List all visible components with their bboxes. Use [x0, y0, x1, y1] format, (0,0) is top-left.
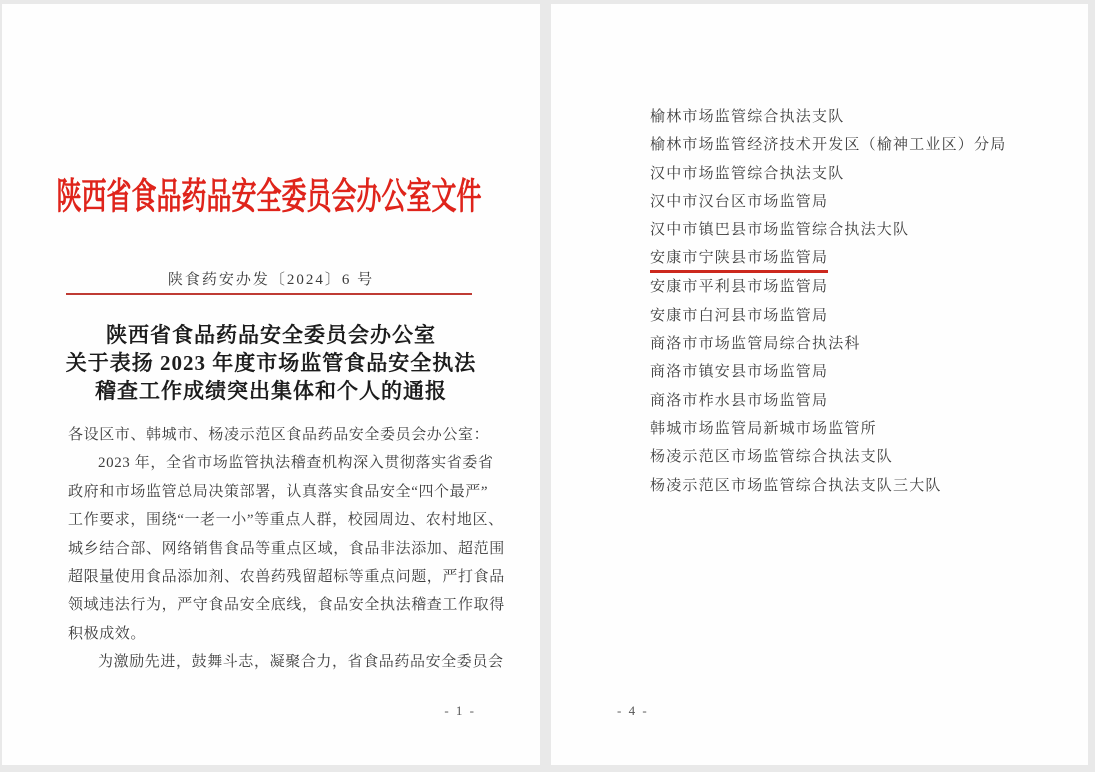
- list-item: [650, 216, 1058, 244]
- list-item: [650, 415, 1058, 443]
- list-item-highlighted: [650, 244, 1058, 273]
- list-item-label: 榆林市场监管经济技术开发区（榆神工业区）分局: [650, 137, 1007, 154]
- body-line: 超限量使用食品添加剂、农兽药残留超标等重点问题，严打食品: [68, 569, 505, 586]
- list-item-label: 安康市宁陕县市场监管局: [650, 248, 828, 273]
- body-line: 2023 年，全省市场监管执法稽查机构深入贯彻落实省委省: [98, 455, 494, 472]
- list-item-label: 榆林市场监管综合执法支队: [650, 109, 845, 125]
- list-item-label: 杨凌示范区市场监管综合执法支队三大队: [650, 477, 942, 494]
- body-line: 领域违法行为，严守食品安全底线，食品安全执法稽查工作取得: [68, 597, 505, 614]
- commended-units-list: [650, 103, 1058, 500]
- list-item-label: 安康市白河县市场监管局: [650, 307, 829, 324]
- list-item: [650, 443, 1058, 471]
- list-item-label: 杨凌示范区市场监管综合执法支队: [650, 449, 894, 466]
- list-item-label: 汉中市汉台区市场监管局: [650, 193, 829, 210]
- list-item: [650, 160, 1058, 188]
- list-item: [650, 330, 1058, 358]
- list-item: [650, 131, 1058, 159]
- document-title-line-3: 稽查工作成绩突出集体和个人的通报: [95, 379, 447, 403]
- red-letterhead-title: 陕西省食品药品安全委员会办公室文件: [56, 178, 482, 218]
- list-item-label: 汉中市镇巴县市场监管综合执法大队: [650, 222, 910, 239]
- list-item-label: 汉中市场监管综合执法支队: [650, 165, 845, 182]
- body-line: 工作要求，围绕“一老一小”等重点人群，校园周边、农村地区、: [68, 512, 504, 529]
- page-number-right-page: - 4 -: [617, 703, 649, 718]
- list-item: [650, 387, 1058, 415]
- red-divider-line: [66, 293, 472, 295]
- page-1: [2, 4, 540, 765]
- list-item-label: 安康市平利县市场监管局: [650, 279, 829, 296]
- list-item: [650, 273, 1058, 301]
- list-item-label: 商洛市镇安县市场监管局: [650, 364, 829, 381]
- list-item: [650, 188, 1058, 216]
- body-line: 各设区市、韩城市、杨凌示范区食品药品安全委员会办公室：: [68, 427, 490, 443]
- body-line: 城乡结合部、网络销售食品等重点区域，食品非法添加、超范围: [68, 540, 505, 557]
- document-title: [2, 321, 540, 405]
- body-line: 政府和市场监管总局决策部署，认真落实食品安全“四个最严”: [68, 483, 489, 500]
- document-title-line-1: 陕西省食品药品安全委员会办公室: [106, 323, 436, 347]
- list-item: [650, 358, 1058, 386]
- body-line: 积极成效。: [68, 625, 147, 642]
- body-line: 为激励先进，鼓舞斗志，凝聚合力，省食品药品安全委员会: [98, 654, 504, 671]
- page-number-left-page: - 1 -: [444, 703, 476, 718]
- document-number: 陕食药安办发〔2024〕6 号: [167, 272, 375, 288]
- list-item-label: 商洛市柞水县市场监管局: [650, 392, 829, 409]
- list-item: [650, 103, 1058, 131]
- list-item-label: 商洛市市场监管局综合执法科: [650, 336, 861, 353]
- document-body: [68, 421, 504, 677]
- page-4: [551, 4, 1088, 765]
- list-item: [650, 302, 1058, 330]
- document-title-line-2: 关于表扬 2023 年度市场监管食品安全执法: [65, 351, 477, 375]
- list-item-label: 韩城市场监管局新城市场监管所: [650, 420, 877, 437]
- list-item: [650, 472, 1058, 500]
